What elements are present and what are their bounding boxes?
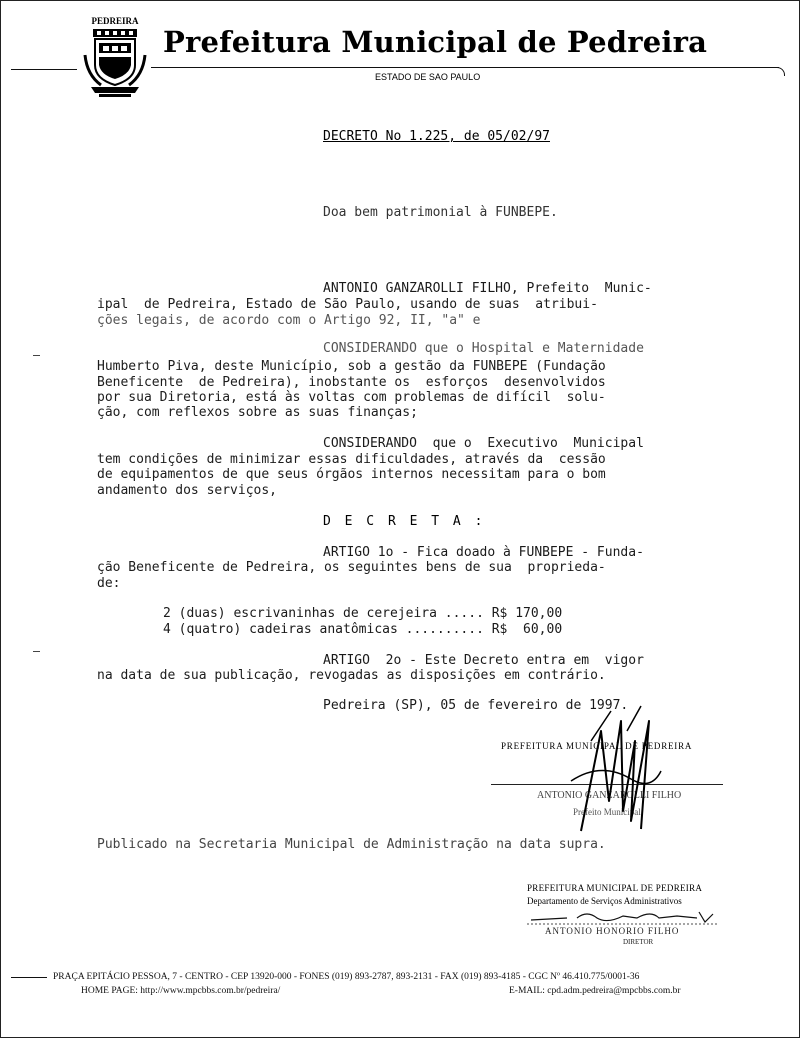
considerando-1-line: Humberto Piva, deste Município, sob a gestão da FUNBEPE (Fundação bbox=[97, 359, 606, 374]
footer-email: E-MAIL: cpd.adm.pedreira@mpcbbs.com.br bbox=[509, 986, 681, 996]
signatory-role: Prefeito Municipal bbox=[573, 807, 641, 817]
stamp-organization: PREFEITURA MUNICIPAL DE PEDREIRA bbox=[527, 883, 703, 893]
preamble-line: ipal de Pedreira, Estado de São Paulo, usando de suas atribui- bbox=[97, 297, 598, 312]
publication-note: Publicado na Secretaria Municipal de Administração na data supra. bbox=[97, 837, 606, 852]
considerando-2-line: de equipamentos de que seus órgãos internos necessitam para o bom bbox=[97, 467, 606, 482]
footer-address: PRAÇA EPITÁCIO PESSOA, 7 - CENTRO - CEP 13920-000 - FONES (019) 893-2787, 893-2131 - FAX (019) 893-4185 - CGC Nº 46.410.775/0001-36 bbox=[53, 972, 640, 982]
organization-name: Prefeitura Municipal de Pedreira bbox=[163, 25, 708, 59]
decree-title: DECRETO No 1.225, de 05/02/97 bbox=[323, 129, 550, 144]
considerando-1-line: ção, com reflexos sobre as suas finanças; bbox=[97, 405, 418, 420]
header-rule-left bbox=[11, 69, 77, 70]
margin-mark bbox=[33, 355, 40, 356]
considerando-1-line: Beneficente de Pedreira), inobstante os esforços desenvolvidos bbox=[97, 375, 606, 390]
margin-mark bbox=[33, 651, 40, 652]
administrative-stamp bbox=[527, 883, 727, 946]
artigo-2-line: na data de sua publicação, revogadas as disposições em contrário. bbox=[97, 668, 606, 683]
donated-item: 2 (duas) escrivaninhas de cerejeira ..... R$ 170,00 bbox=[163, 606, 563, 621]
signatory-name: ANTONIO GANZAROLLI FILHO bbox=[537, 790, 682, 801]
stamp-department: Departamento de Serviços Administrativos bbox=[527, 896, 682, 906]
svg-text:PEDREIRA: PEDREIRA bbox=[91, 16, 139, 26]
preamble-line: ções legais, de acordo com o Artigo 92, II, "a" e bbox=[97, 313, 481, 328]
decree-subject: Doa bem patrimonial à FUNBEPE. bbox=[323, 205, 558, 220]
organization-state: ESTADO DE SAO PAULO bbox=[375, 72, 481, 82]
municipal-crest-icon bbox=[81, 15, 149, 99]
header-rule-right bbox=[151, 67, 779, 68]
artigo-1-line: ARTIGO 1o - Fica doado à FUNBEPE - Funda- bbox=[323, 545, 644, 560]
considerando-1-line: CONSIDERANDO que o Hospital e Maternidade bbox=[323, 341, 644, 356]
decreta-heading: D E C R E T A : bbox=[323, 514, 486, 529]
footer-homepage: HOME PAGE: http://www.mpcbbs.com.br/pedreira/ bbox=[81, 986, 281, 996]
signature-organization: PREFEITURA MUNICIPAL DE PEDREIRA bbox=[501, 741, 693, 751]
artigo-1-line: de: bbox=[97, 576, 121, 591]
considerando-2-line: andamento dos serviços, bbox=[97, 483, 278, 498]
considerando-1-line: por sua Diretoria, está às voltas com problemas de difícil solu- bbox=[97, 390, 606, 405]
donated-item: 4 (quatro) cadeiras anatômicas .......... R$ 60,00 bbox=[163, 622, 563, 637]
preamble-line: ANTONIO GANZAROLLI FILHO, Prefeito Munic- bbox=[323, 281, 652, 296]
considerando-2-line: CONSIDERANDO que o Executivo Municipal bbox=[323, 436, 644, 451]
considerando-2-line: tem condições de minimizar essas dificuldades, através da cessão bbox=[97, 452, 606, 467]
stamp-signature-icon bbox=[527, 906, 717, 926]
artigo-1-line: ção Beneficente de Pedreira, os seguintes bens de sua proprieda- bbox=[97, 560, 606, 575]
stamp-name: ANTONIO HONORIO FILHO bbox=[545, 926, 680, 936]
stamp-role: DIRETOR bbox=[623, 938, 654, 946]
city-date: Pedreira (SP), 05 de fevereiro de 1997. bbox=[323, 698, 629, 713]
artigo-2-line: ARTIGO 2o - Este Decreto entra em vigor bbox=[323, 653, 644, 668]
footer-rule bbox=[11, 977, 47, 978]
handwritten-signature-icon bbox=[561, 701, 671, 841]
